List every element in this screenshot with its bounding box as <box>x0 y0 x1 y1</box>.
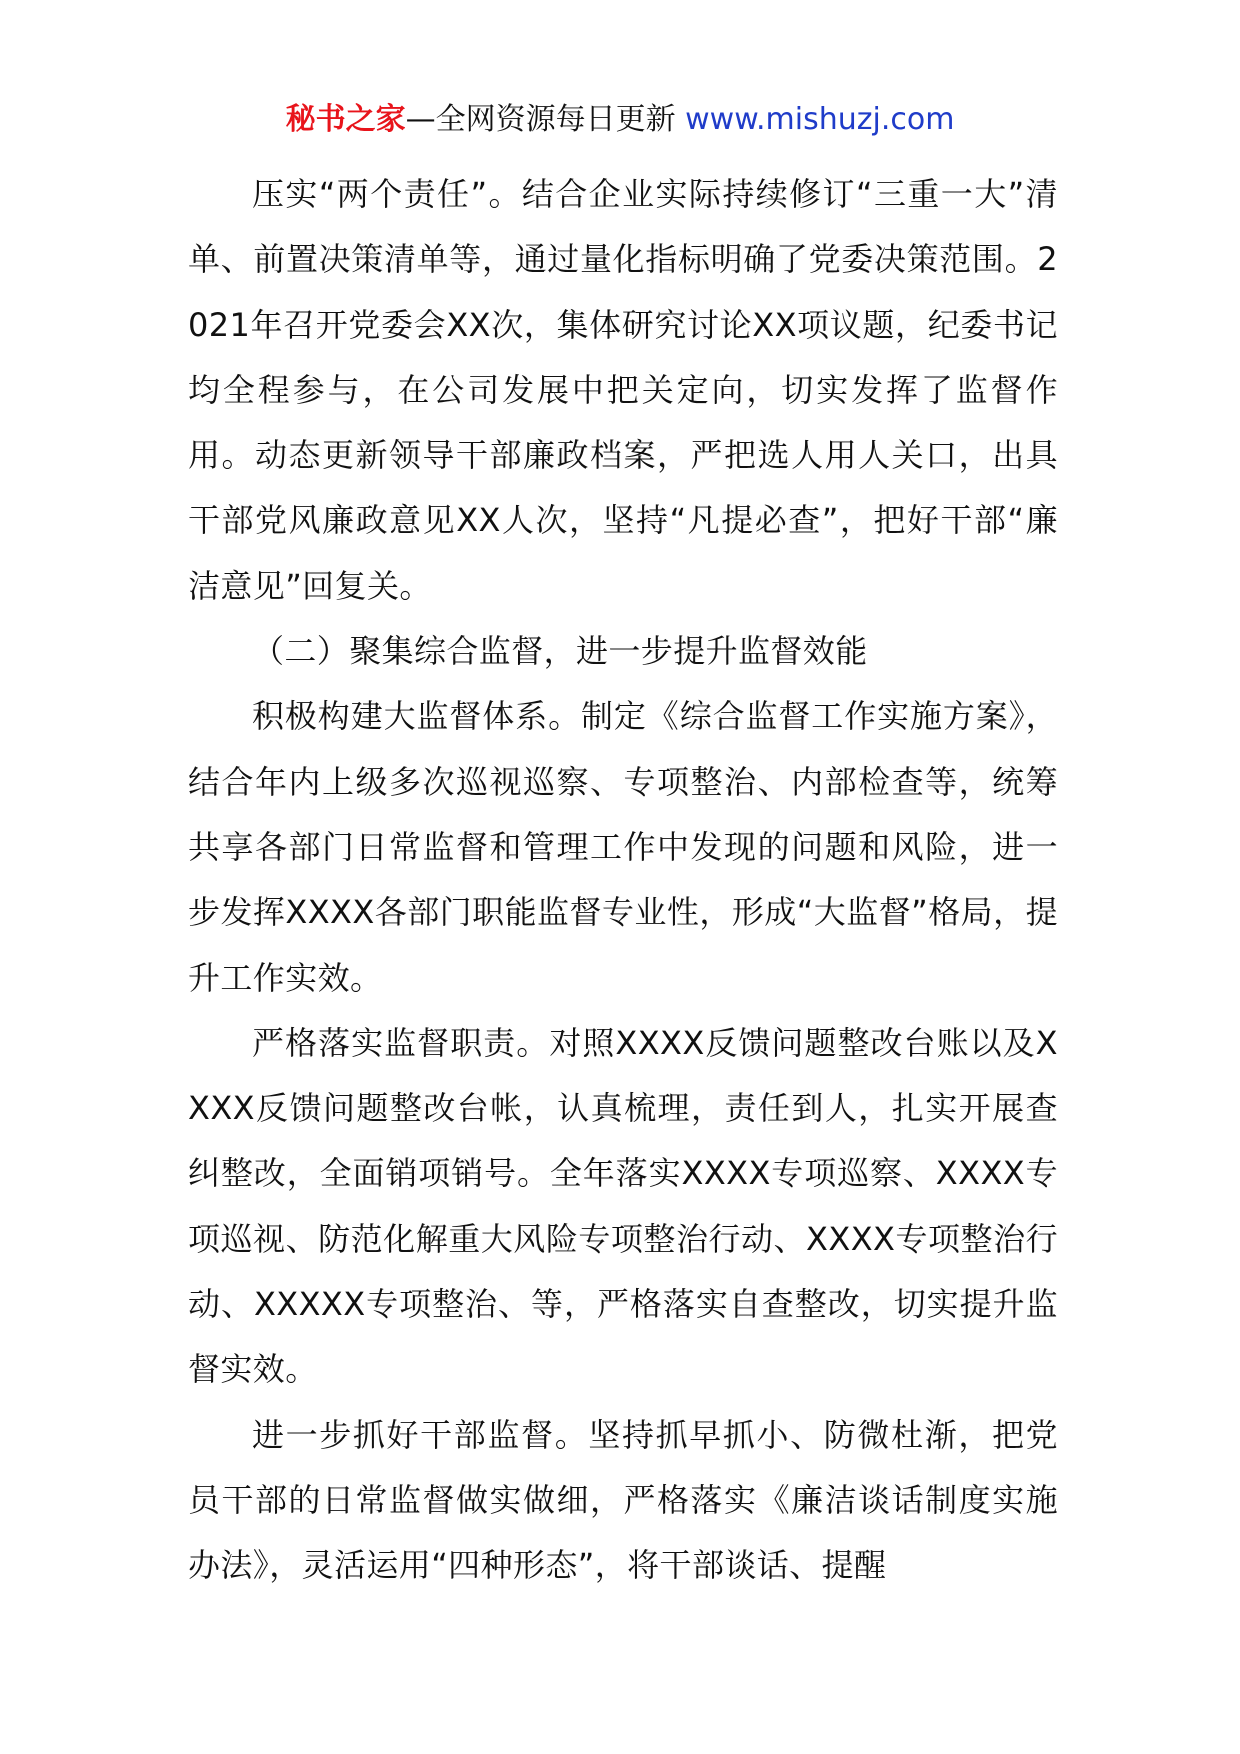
section-heading-comprehensive-supervision: （二）聚集综合监督，进一步提升监督效能 <box>252 632 868 671</box>
paragraph-supervision-duties: 严格落实监督职责。对照XXXX反馈问题整改台账以及XXXX反馈问题整改台帐，认真梳理，责任到人，扎实开展查纠整改，全面销项销号。全年落实XXXX专项巡察、XXXX专项巡视、防范化解重大风险专项整治行动、XXXX专项整治行动、XXXXX专项整治、等，严格落实自查整改，切实提升监督实效。 <box>188 1023 1058 1389</box>
document-body <box>188 162 1058 1599</box>
brand-name: 秘书之家 <box>285 102 406 137</box>
site-url-link[interactable]: www.mishuzj.com <box>685 102 955 137</box>
paragraph-cadre-supervision: 进一步抓好干部监督。坚持抓早抓小、防微杜渐，把党员干部的日常监督做实做细，严格落实《廉洁谈话制度实施办法》，灵活运用“四种形态”，将干部谈话、提醒 <box>188 1415 1058 1585</box>
paragraph-two-responsibilities: 压实“两个责任”。结合企业实际持续修订“三重一大”清单、前置决策清单等，通过量化指标明确了党委决策范围。2021年召开党委会XX次，集体研究讨论XX项议题，纪委书记均全程参与，在公司发展中把关定向，切实发挥了监督作用。动态更新领导干部廉政档案，严把选人用人关口，出具干部党风廉政意见XX人次，坚持“凡提必查”，把好干部“廉洁意见”回复关。 <box>188 175 1058 605</box>
banner-tagline: —全网资源每日更新 <box>405 102 686 137</box>
paragraph-supervision-system: 积极构建大监督体系。制定《综合监督工作实施方案》，结合年内上级多次巡视巡察、专项整治、内部检查等，统筹共享各部门日常监督和管理工作中发现的问题和风险，进一步发挥XXXX各部门职能监督专业性，形成“大监督”格局，提升工作实效。 <box>188 697 1058 997</box>
site-banner <box>0 100 1240 140</box>
